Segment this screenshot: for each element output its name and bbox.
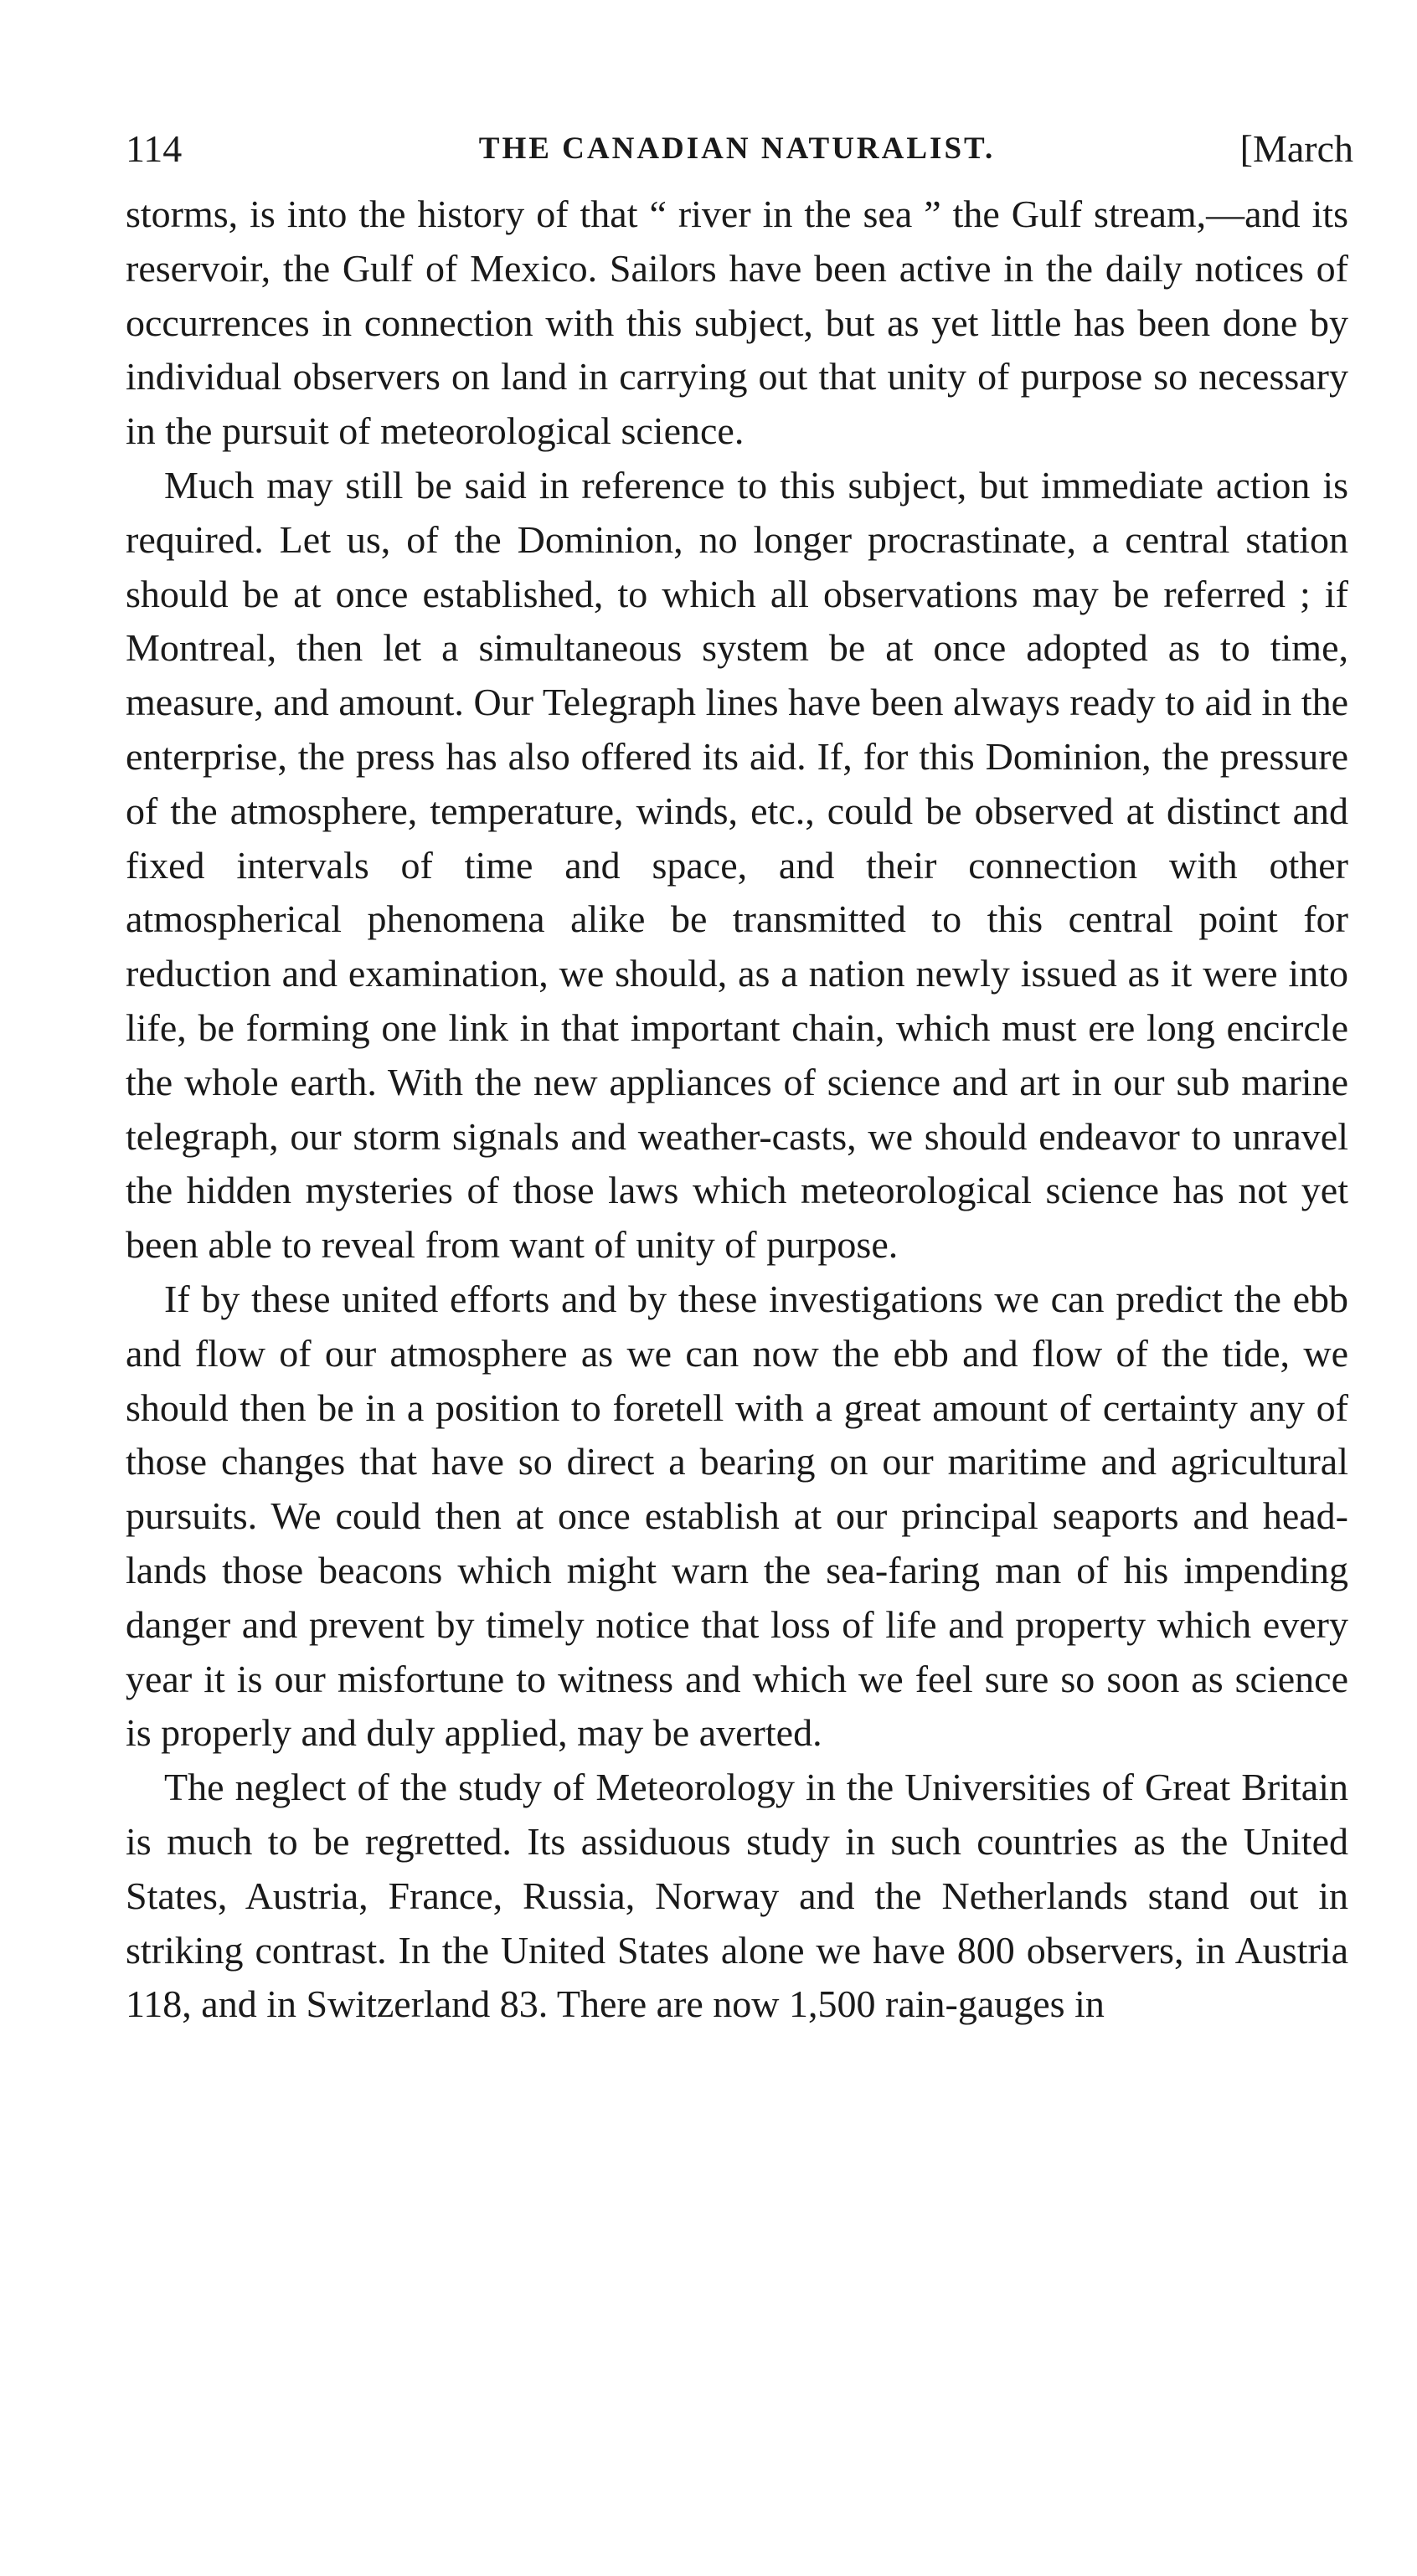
journal-title: THE CANADIAN NATURALIST. [478,131,996,166]
paragraph-continued: storms, is into the history of that “ river in the sea ” the Gulf stream,—and its reservoir, the Gulf of Mexico. Sailors have been active in the daily notices of occurrences in connection with this subject, but as yet little has been done by individual observers on land in carrying out that unity of purpose so necessary in the pursuit of meteorological science. [126,193,1348,453]
page-number: 114 [126,127,183,170]
body-text [126,188,1348,2032]
issue-month: [March [1239,127,1353,170]
paragraph: If by these united efforts and by these investigations we can predict the ebb and flow of our atmosphere as we can now the ebb and flow of the tide, we should then be in a position to foretell with a great amount of certainty any of those changes that have so direct a bearing on our maritime and agricultural pursuits. We could then at once establish at our principal seaports and head-lands those beacons which might warn the sea-faring man of his impending danger and prevent by timely notice that loss of life and property which every year it is our misfortune to witness and which we feel sure so soon as science is properly and duly applied, may be averted. [126,1277,1348,1755]
paragraph: The neglect of the study of Meteorology in the Universities of Great Britain is much to be regretted. Its assiduous study in such countries as the United States, Austria, France, Russia, Norway and the Netherlands stand out in striking contrast. In the United States alone we have 800 observers, in Austria 118, and in Switzerland 83. There are now 1,500 rain-gauges in [126,1766,1348,2026]
running-header [126,124,1353,174]
paragraph: Much may still be said in reference to this subject, but immediate action is required. Let us, of the Dominion, no longer procrastinate, a central station should be at once established, to which all observations may be referred ; if Montreal, then let a simultaneous system be at once adopted as to time, measure, and amount. Our Telegraph lines have been always ready to aid in the enterprise, the press has also offered its aid. If, for this Dominion, the pressure of the atmosphere, temperature, winds, etc., could be observed at distinct and fixed intervals of time and space, and their connection with other atmospherical phenomena alike be transmitted to this central point for reduction and examination, we should, as a nation newly issued as it were into life, be forming one link in that important chain, which must ere long encircle the whole earth. With the new appliances of science and art in our sub marine telegraph, our storm signals and weather-casts, we should endeavor to unravel the hidden mysteries of those laws which meteorological science has not yet been able to reveal from want of unity of purpose. [126,463,1348,1267]
book-page [126,124,1353,2032]
